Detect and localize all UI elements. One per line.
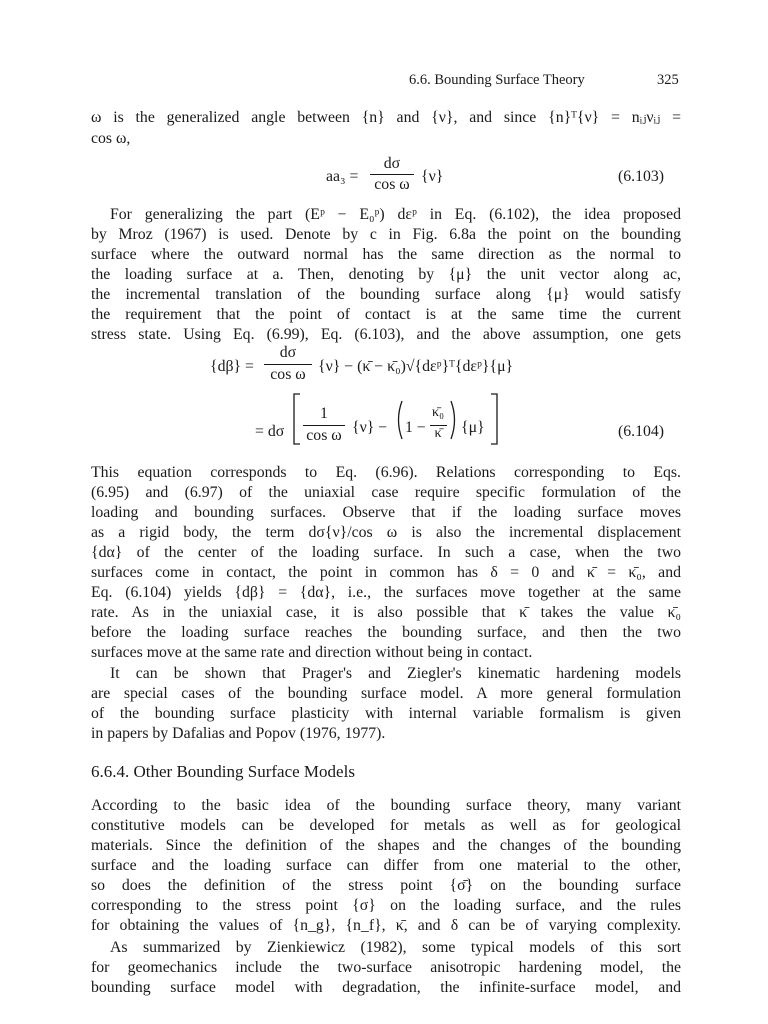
text-line: surface and the loading surface can differ from one material to the other, [91,857,681,874]
section-heading: 6.6.4. Other Bounding Surface Models [91,762,355,781]
eq104-denominator-2: cos ω [306,427,342,444]
text-line: by Mroz (1967) is used. Denote by c in Fig. 6.8a the point on the bounding [91,226,681,243]
text-line: corresponding to the stress point {σ} on the loading surface, and the rules [91,897,681,914]
fraction-bar [303,425,345,426]
text-line: This equation corresponds to Eq. (6.96). Relations corresponding to Eqs. [91,464,681,481]
eq103-lhs: aa₃ = [326,168,359,185]
eq104-nu-minus: {ν} − [352,419,388,436]
eq103-denominator: cos ω [374,176,410,193]
text-line: in papers by Dafalias and Popov (1976, 1977). [91,725,386,742]
text-line: the incremental translation of the bounding surface along {μ} would satisfy [91,286,681,303]
text-line: are special cases of the bounding surface model. A more general formulation [91,685,681,702]
text-line: Eq. (6.104) yields {dβ} = {dα}, i.e., the surfaces move together at the same [91,584,681,601]
text-line: surface where the outward normal has the same direction as the normal to [91,246,681,263]
eq104-mu: {μ} [461,419,485,436]
text-line: loading and bounding surfaces. Observe that if the loading surface moves [91,504,681,521]
page-number: 325 [657,72,679,88]
text-line: rate. As in the uniaxial case, it is also possible that κ̄ takes the value κ̄₀ [91,604,681,621]
text-line: As summarized by Zienkiewicz (1982), some typical models of this sort [110,939,681,956]
eq103-numerator: dσ [383,155,401,172]
right-bracket [489,392,499,446]
eq104-numerator: dσ [279,344,297,361]
text-line: before the loading surface reaches the bounding surface, and then the two [91,624,681,641]
eq104-second-line-prefix: = dσ [255,423,285,440]
eq104-denominator: cos ω [270,366,306,383]
eq103-rhs: {ν} [421,168,444,185]
text-line: surfaces move at the same rate and direction without being in contact. [91,644,533,661]
equation-number: (6.103) [618,168,665,185]
fraction-bar [264,364,312,365]
left-paren [394,399,404,441]
fraction-bar [370,174,414,175]
text-line: as a rigid body, the term dσ{ν}/cos ω is also the incremental displacement [91,524,681,541]
eq104-numerator-2: 1 [320,405,328,422]
text-line: bounding surface model with degradation, the infinite-surface model, and [91,979,681,996]
text-line: the loading surface at a. Then, denoting by {μ} the unit vector along ac, [91,266,681,283]
text-line: For generalizing the part (Eᵖ − E₀ᵖ) dεᵖ in Eq. (6.102), the idea proposed [110,206,681,223]
right-paren [449,399,459,441]
text-line: According to the basic idea of the bounding surface theory, many variant [91,797,681,814]
eq104-kappa-denominator: κ̄ [434,426,442,441]
text-line: the requirement that the point of contact is at the same time the current [91,306,681,323]
text-line: surfaces come in contact, the point in common has δ = 0 and κ̄ = κ̄₀, and [91,564,681,581]
text-line: {dα} of the center of the loading surface. In such a case, when the two [91,544,681,561]
eq104-one-minus: 1 − [405,419,426,436]
text-line: so does the definition of the stress point {σ̄} on the bounding surface [91,877,681,894]
eq104-kappa0-numerator: κ̄₀ [432,405,444,420]
text-line: It can be shown that Prager's and Ziegler's kinematic hardening models [110,665,681,682]
text-line: ω is the generalized angle between {n} and {ν}, and since {n}ᵀ{ν} = nᵢⱼνᵢⱼ = [91,109,681,126]
running-header: 6.6. Bounding Surface Theory [409,72,585,88]
text-line: for geomechanics include the two-surface anisotropic hardening model, the [91,959,681,976]
eq104-first-line-rest: {ν} − (κ̄ − κ̄₀)√{dεᵖ}ᵀ{dεᵖ}{μ} [318,358,514,375]
eq104-lhs: {dβ} = [210,358,254,375]
text-line: of the bounding surface plasticity with internal variable formalism is given [91,705,681,722]
text-line: stress state. Using Eq. (6.99), Eq. (6.103), and the above assumption, one gets [91,326,681,343]
text-line: materials. Since the definition of the shapes and the changes of the bounding [91,837,681,854]
text-line: (6.95) and (6.97) of the uniaxial case require specific formulation of the [91,484,681,501]
text-line: cos ω, [91,130,131,147]
text-line: constitutive models can be developed for metals as well as for geological [91,817,681,834]
equation-number: (6.104) [618,423,665,440]
text-line: for obtaining the values of {n_g}, {n_f}, κ̄, and δ can be of varying complexity. [91,917,681,934]
